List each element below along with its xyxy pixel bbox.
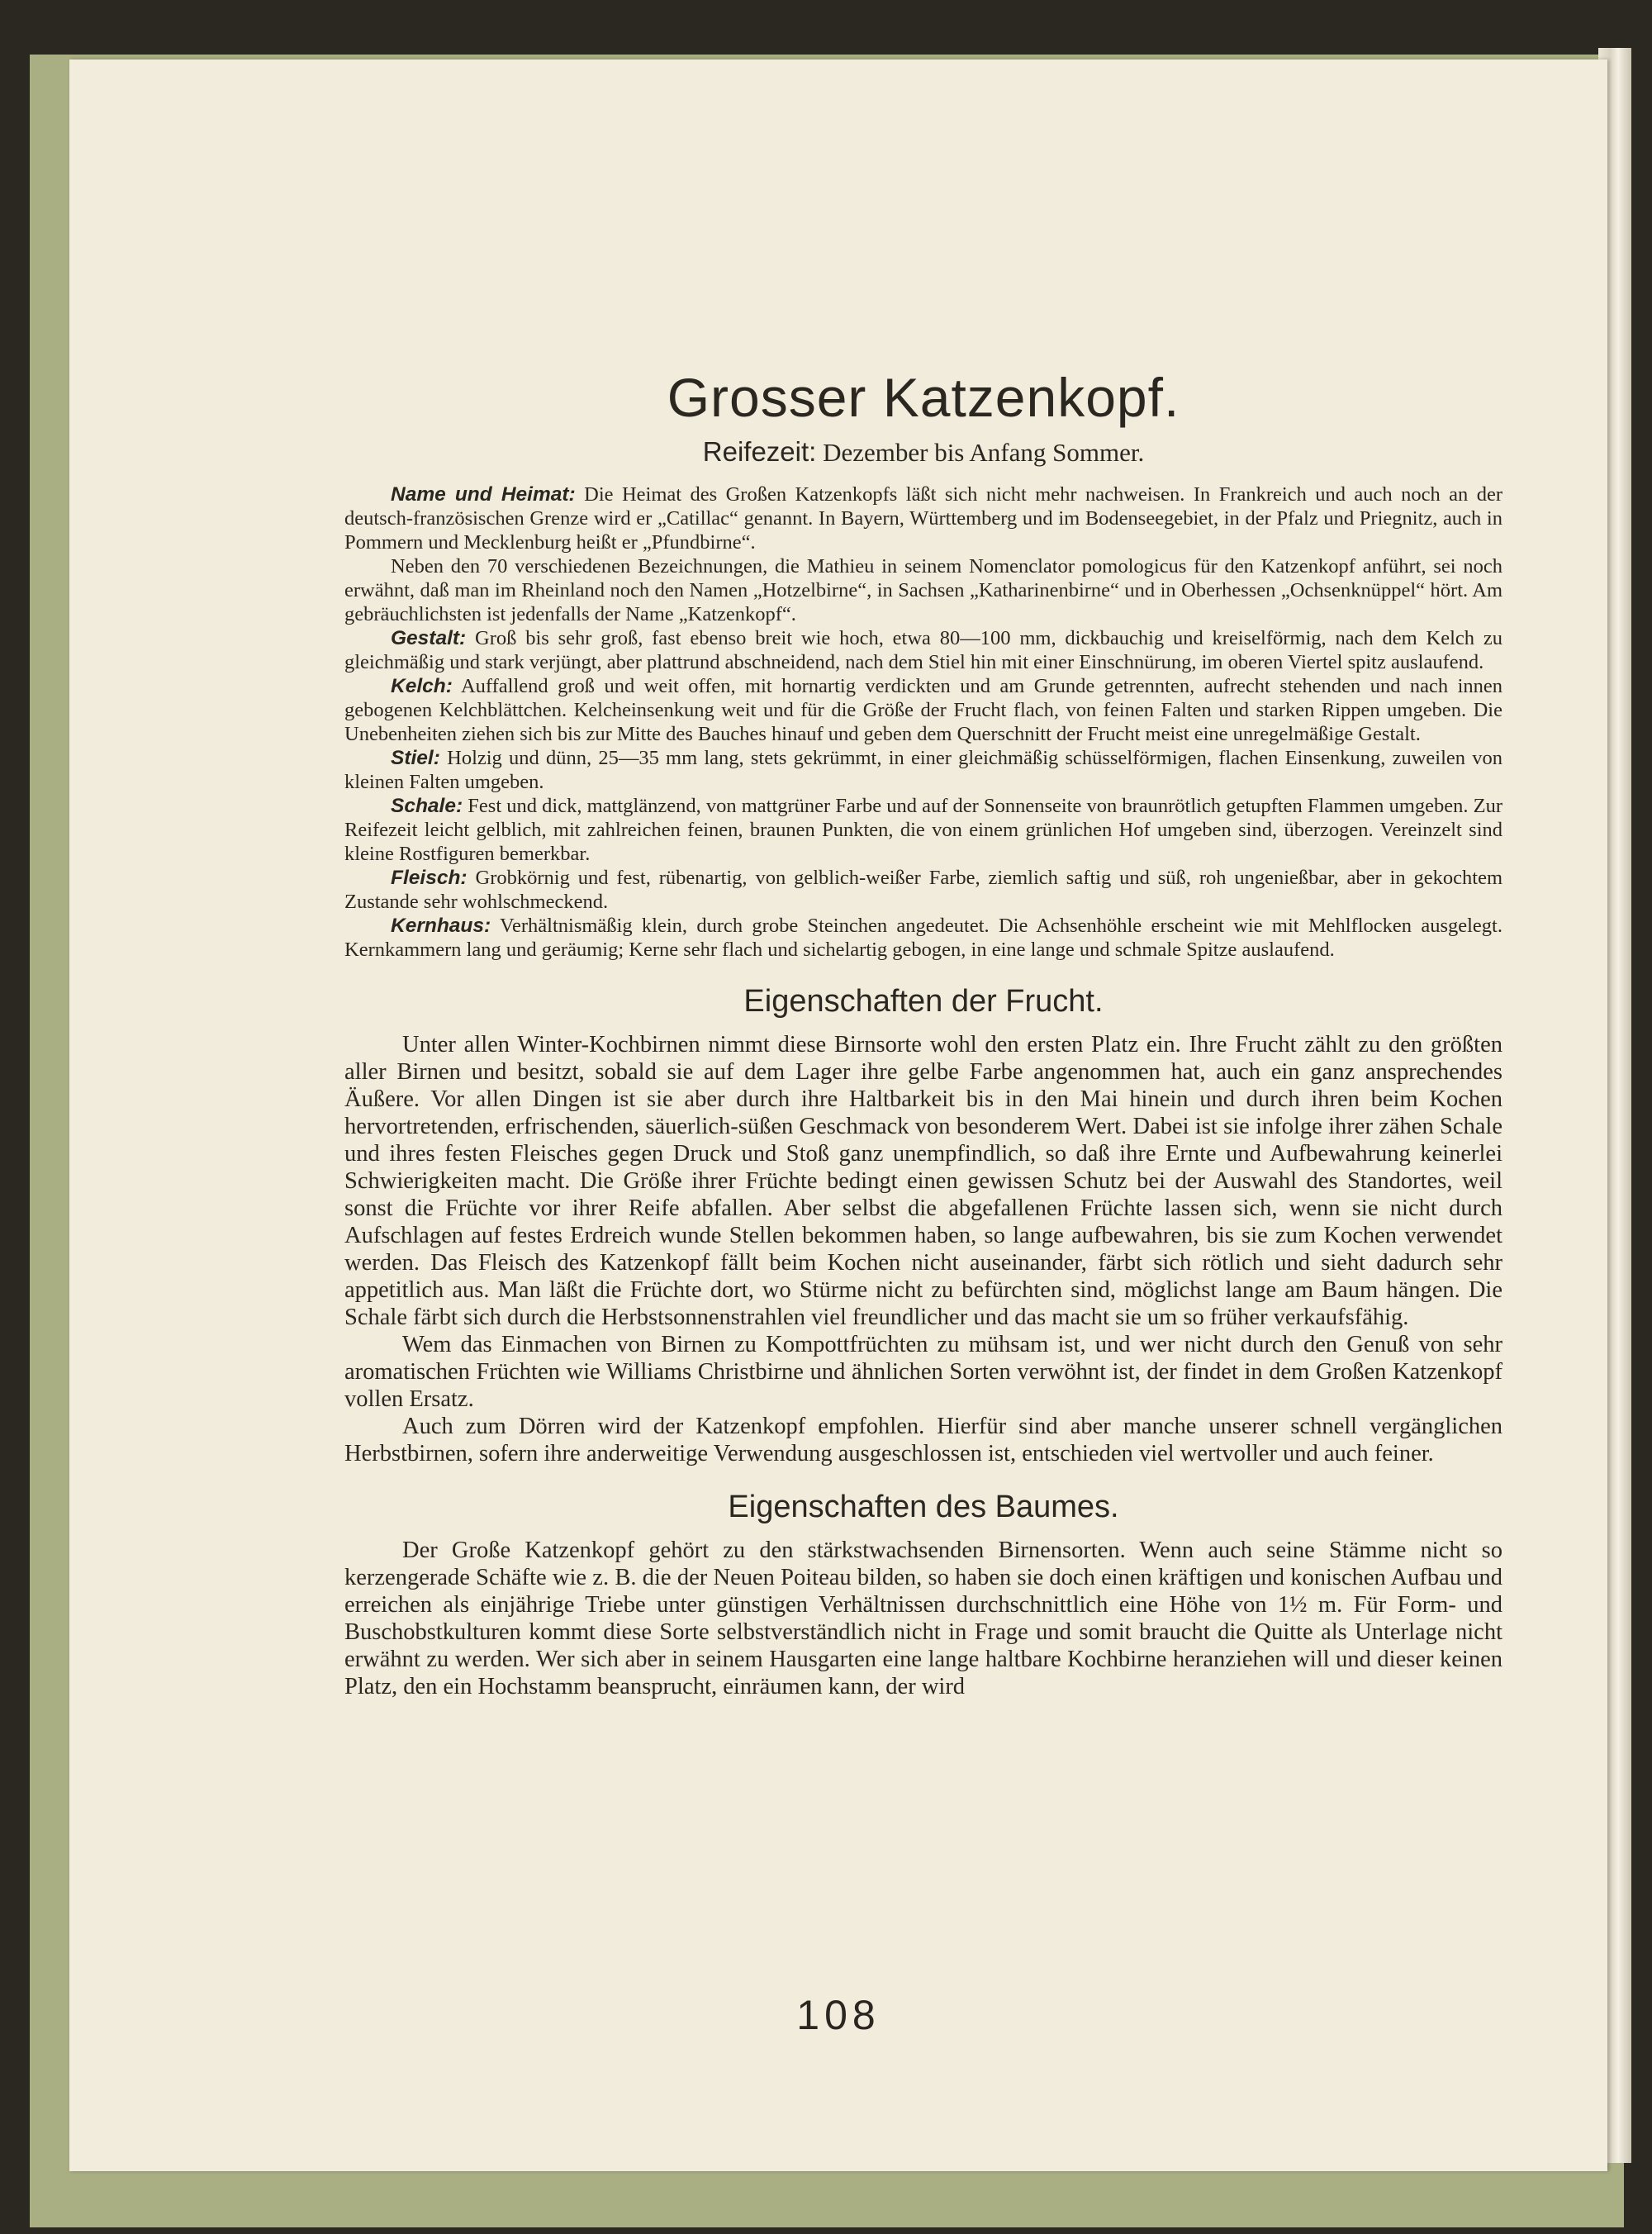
body-paragraph: Unter allen Winter-Kochbirnen nimmt diese Birnsorte wohl den ersten Platz ein. Ihre Frucht zählt zu den größten aller Birnen und besitzt, sobald sie auf dem Lager ihre gelbe Farbe angenommen hat, auch ein ganz ansprechendes Äußere. Vor allen Dingen ist sie aber durch ihre Haltbarkeit bis in den Mai hinein und durch ihren beim Kochen hervortretenden, erfrischenden, säuerlich-süßen Geschmack von besonderem Wert. Dabei ist sie infolge ihrer zähen Schale und ihres festen Fleisches gegen Druck und Stoß ganz unempfindlich, so daß ihre Ernte und Aufbewahrung keinerlei Schwierigkeiten macht. Die Größe ihrer Früchte bedingt einen gewissen Schutz bei der Auswahl des Standortes, weil sonst die Früchte vor ihrer Reife abfallen. Aber selbst die abgefallenen Früchte lassen sich, wenn sie nicht durch Aufschlagen auf festes Erdreich wunde Stellen bekommen haben, so lange aufbewahren, bis sie zum Kochen verwendet werden. Das Fleisch des Katzenkopf fällt beim Kochen nicht auseinander, färbt sich rötlich und sieht dadurch sehr appetitlich aus. Man läßt die Früchte dort, wo Stürme nicht zu befürchten sind, möglichst lange am Baum hängen. Die Schale färbt sich durch die Herbstsonnenstrahlen viel freundlicher und das macht sie um so früher verkaufsfähig. [344, 1032, 1502, 1330]
page-number: 108 [796, 1992, 881, 2038]
description-term: Kernhaus: [391, 915, 491, 937]
description-paragraph [344, 626, 1502, 674]
description-paragraph [344, 554, 1502, 626]
section-heading-fruit: Eigenschaften der Frucht. [743, 984, 1104, 1019]
page-title: Grosser Katzenkopf. [667, 367, 1180, 428]
body-paragraph: Der Große Katzenkopf gehört zu den stärkstwachsenden Birnensorten. Wenn auch seine Stämme nicht so kerzengerade Schäfte wie z. B. die der Neuen Poiteau bilden, so haben sie doch einen kräftigen und konischen Aufbau und erreichen als einjährige Triebe unter günstigen Verhältnissen durchschnittlich eine Höhe von 1½ m. Für Form- und Buschobstkulturen kommt diese Sorte selbstverständlich nicht in Frage und somit braucht die Quitte als Unterlage nicht erwähnt zu werden. Wer sich aber in seinem Hausgarten eine lange haltbare Kochbirne heranziehen will und dieser keinen Platz, den ein Hochstamm beansprucht, einräumen kann, der wird [344, 1538, 1502, 1699]
fruit-properties-section [344, 1031, 1502, 1467]
description-text: Holzig und dünn, 25—35 mm lang, stets gekrümmt, in einer gleichmäßig schüsselförmigen, flachen Einsenkung, zuweilen von kleinen Falten umgeben. [344, 747, 1502, 793]
description-text: Verhältnismäßig klein, durch grobe Steinchen angedeutet. Die Achsenhöhle erscheint wie mit Mehlflocken ausgelegt. Kernkammern lang und geräumig; Kerne sehr flach und sichelartig gebogen, in eine lange und schmale Spitze auslaufend. [344, 915, 1502, 961]
description-text: Auffallend groß und weit offen, mit hornartig verdickten und am Grunde getrennten, aufrecht stehenden und nach innen gebogenen Kelchblättchen. Kelcheinsenkung weit und für die Größe der Frucht flach, von feinen Falten und starken Rippen umgeben. Die Unebenheiten ziehen sich bis zur Mitte des Bauches hinauf und geben dem Querschnitt der Frucht meist eine unregelmäßige Gestalt. [344, 675, 1502, 745]
description-text: Die Heimat des Großen Katzenkopfs läßt sich nicht mehr nachweisen. In Frankreich und auch noch an der deutsch-französischen Grenze wird er „Catillac“ genannt. In Bayern, Württemberg und im Bodenseegebiet, in der Pfalz und Priegnitz, auch in Pommern und Mecklenburg heißt er „Pfundbirne“. [344, 483, 1503, 554]
ripening-line [344, 434, 1502, 471]
description-term: Fleisch: [391, 867, 468, 889]
ripening-value: Dezember bis Anfang Sommer. [823, 438, 1145, 467]
description-paragraph [344, 482, 1502, 554]
description-term: Kelch: [391, 675, 453, 697]
description-text: Neben den 70 verschiedenen Bezeichnungen, die Mathieu in seinem Nomenclator pomologicus für den Katzenkopf anführt, sei noch erwähnt, daß man im Rheinland noch den Namen „Hotzelbirne“, in Sachsen „Katharinenbirne“ und in Oberhessen „Ochsenknüppel“ hört. Am gebräuchlichsten ist jedenfalls der Name „Katzenkopf“. [344, 555, 1502, 625]
page-text [344, 361, 1502, 1700]
fruit-description [344, 482, 1502, 962]
section-heading-tree: Eigenschaften des Baumes. [728, 1490, 1119, 1524]
description-paragraph [344, 746, 1502, 794]
body-paragraph: Auch zum Dörren wird der Katzenkopf empfohlen. Hierfür sind aber manche unserer schnell vergänglichen Herbstbirnen, sofern ihre anderweitige Verwendung ausgeschlossen ist, entschieden viel wertvoller und auch feiner. [344, 1414, 1502, 1466]
description-paragraph [344, 866, 1502, 914]
description-term: Name und Heimat: [391, 483, 576, 506]
description-paragraph [344, 674, 1502, 746]
description-text: Fest und dick, mattglänzend, von mattgrüner Farbe und auf der Sonnenseite von braunrötlich getupften Flammen umgeben. Zur Reifezeit leicht gelblich, mit zahlreichen feinen, braunen Punkten, die von einem grünlichen Hof umgeben sind, überzogen. Vereinzelt sind kleine Rostfiguren bemerkbar. [344, 795, 1503, 865]
body-paragraph: Wem das Einmachen von Birnen zu Kompottfrüchten zu mühsam ist, und wer nicht durch den Genuß von sehr aromatischen Früchten wie Williams Christbirne und ähnlichen Sorten verwöhnt ist, der findet in dem Großen Katzenkopf vollen Ersatz. [344, 1332, 1502, 1412]
description-paragraph [344, 914, 1502, 962]
description-text: Grobkörnig und fest, rübenartig, von gelblich-weißer Farbe, ziemlich saftig und süß, roh ungenießbar, aber in gekochtem Zustande sehr wohlschmeckend. [344, 867, 1502, 913]
description-term: Schale: [391, 795, 463, 817]
description-paragraph [344, 794, 1502, 866]
description-term: Gestalt: [391, 627, 467, 649]
book-page [69, 59, 1607, 2171]
ripening-label: Reifezeit: [702, 436, 817, 467]
description-term: Stiel: [391, 747, 440, 769]
description-text: Groß bis sehr groß, fast ebenso breit wie hoch, etwa 80—100 mm, dickbauchig und kreiselförmig, nach dem Kelch zu gleichmäßig und stark verjüngt, aber plattrund abschneidend, nach dem Stiel hin mit einer Einschnürung, im oberen Viertel spitz auslaufend. [344, 627, 1502, 673]
tree-properties-section [344, 1537, 1502, 1700]
